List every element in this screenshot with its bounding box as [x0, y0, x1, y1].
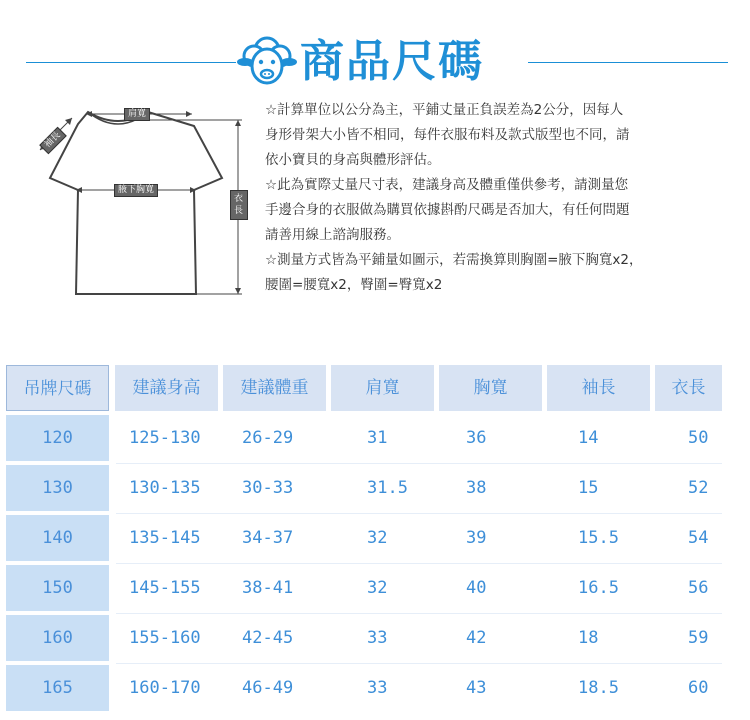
height-cell: 130-135 [129, 478, 201, 498]
weight-cell: 30-33 [242, 478, 294, 498]
table-header-row [6, 365, 722, 415]
height-cell: 145-155 [129, 578, 201, 598]
table-row [6, 515, 722, 565]
shoulder-cell: 31 [367, 428, 388, 448]
chest-cell: 43 [466, 678, 487, 698]
sleeve-cell: 18.5 [578, 678, 619, 698]
page-title: 商品尺碼 [300, 36, 484, 87]
header-shoulder: 肩寬 [331, 365, 434, 411]
row-divider [116, 513, 722, 514]
chest-width-label: 腋下胸寬 [114, 184, 158, 197]
page-header [0, 28, 750, 98]
shoulder-cell: 32 [367, 528, 388, 548]
note-line: 請善用線上諮詢服務。 [265, 227, 400, 243]
size-table [6, 365, 722, 715]
shoulder-cell: 33 [367, 678, 388, 698]
table-row [6, 415, 722, 465]
row-divider [116, 563, 722, 564]
note-line: ☆此為實際丈量尺寸表，建議身高及體重僅供參考，請測量您 [265, 177, 629, 193]
sleeve-cell: 18 [578, 628, 599, 648]
header-weight: 建議體重 [223, 365, 326, 411]
chest-cell: 38 [466, 478, 487, 498]
note-line: ☆測量方式皆為平鋪量如圖示，若需換算則胸圍=腋下胸寬x2， [265, 252, 643, 268]
table-row [6, 615, 722, 665]
size-cell: 140 [6, 515, 109, 561]
note-line: 手邊合身的衣服做為購買依據斟酌尺碼是否加大，有任何問題 [265, 202, 630, 218]
length-cell: 52 [688, 478, 709, 498]
header-tag-size: 吊牌尺碼 [6, 365, 109, 411]
chest-cell: 36 [466, 428, 487, 448]
header-divider-right [528, 62, 728, 63]
header-sleeve: 袖長 [547, 365, 650, 411]
note-line: 依小寶貝的身高與體形評估。 [265, 152, 441, 168]
height-cell: 160-170 [129, 678, 201, 698]
length-cell: 50 [688, 428, 709, 448]
header-chest: 胸寬 [439, 365, 542, 411]
shoulder-cell: 31.5 [367, 478, 408, 498]
sleeve-cell: 14 [578, 428, 599, 448]
weight-cell: 42-45 [242, 628, 294, 648]
note-line: 身形骨架大小皆不相同，每件衣服布料及款式版型也不同，請 [265, 127, 630, 143]
sleeve-length-label: 袖長 [39, 127, 67, 155]
sleeve-cell: 15.5 [578, 528, 619, 548]
length-cell: 56 [688, 578, 709, 598]
weight-cell: 46-49 [242, 678, 294, 698]
size-notes [265, 98, 725, 298]
shoulder-width-label: 肩寬 [124, 108, 150, 121]
size-cell: 120 [6, 415, 109, 461]
row-divider [116, 463, 722, 464]
length-cell: 54 [688, 528, 709, 548]
shoulder-cell: 33 [367, 628, 388, 648]
row-divider [116, 663, 722, 664]
table-row [6, 465, 722, 515]
header-divider-left [26, 62, 236, 63]
weight-cell: 26-29 [242, 428, 294, 448]
header-height: 建議身高 [115, 365, 218, 411]
tshirt-diagram [26, 100, 258, 310]
chest-cell: 40 [466, 578, 487, 598]
sleeve-cell: 16.5 [578, 578, 619, 598]
size-cell: 150 [6, 565, 109, 611]
body-length-label: 衣長 [230, 190, 248, 220]
chest-cell: 42 [466, 628, 487, 648]
row-divider [116, 613, 722, 614]
sheep-mascot-icon [236, 32, 298, 90]
size-cell: 165 [6, 665, 109, 711]
table-row [6, 665, 722, 715]
sleeve-cell: 15 [578, 478, 599, 498]
shoulder-cell: 32 [367, 578, 388, 598]
chest-cell: 39 [466, 528, 487, 548]
note-line: 腰圍=腰寬x2，臀圍=臀寬x2 [265, 277, 443, 293]
length-cell: 60 [688, 678, 709, 698]
height-cell: 135-145 [129, 528, 201, 548]
header-length: 衣長 [655, 365, 722, 411]
size-cell: 130 [6, 465, 109, 511]
weight-cell: 38-41 [242, 578, 294, 598]
length-cell: 59 [688, 628, 709, 648]
table-row [6, 565, 722, 615]
weight-cell: 34-37 [242, 528, 294, 548]
note-line: ☆計算單位以公分為主，平鋪丈量正負誤差為2公分，因每人 [265, 102, 624, 118]
height-cell: 155-160 [129, 628, 201, 648]
height-cell: 125-130 [129, 428, 201, 448]
size-cell: 160 [6, 615, 109, 661]
